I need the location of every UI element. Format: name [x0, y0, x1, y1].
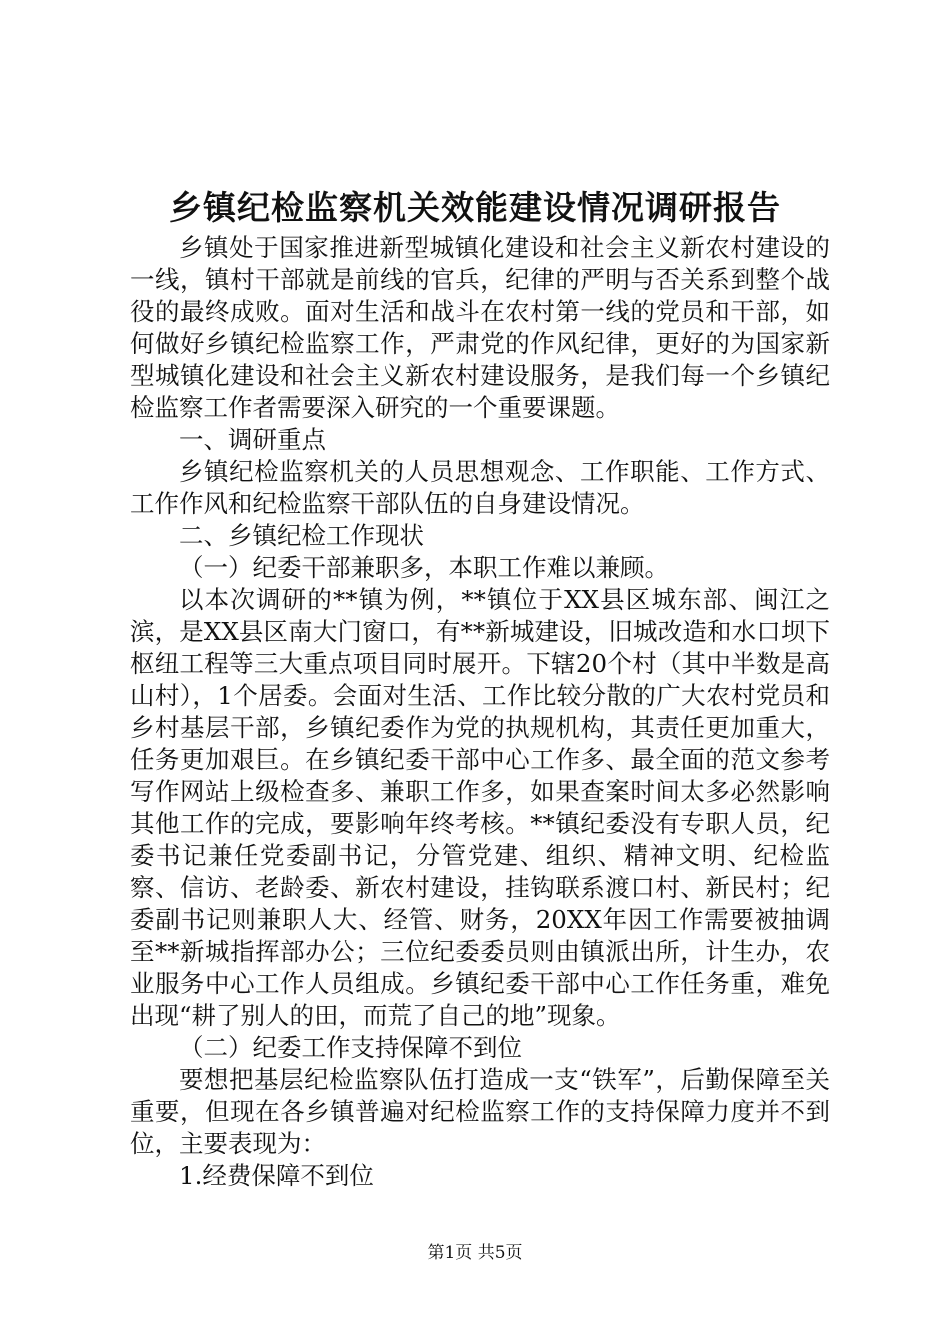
support-paragraph: 要想把基层纪检监察队伍打造成一支“铁军”，后勤保障至关重要，但现在各乡镇普遍对纪检监察工作的支持保障力度并不到位，主要表现为：	[130, 1065, 830, 1158]
document-body	[130, 232, 830, 1192]
section-heading-research-focus: 一、调研重点	[179, 425, 326, 454]
section-heading-current-status: 二、乡镇纪检工作现状	[179, 521, 424, 550]
research-focus-paragraph: 乡镇纪检监察机关的人员思想观念、工作职能、工作方式、工作作风和纪检监察干部队伍的自身建设情况。	[130, 457, 830, 518]
subsection-heading-support: （二）纪委工作支持保障不到位	[179, 1033, 522, 1062]
item-heading-funding: 1.经费保障不到位	[179, 1161, 374, 1190]
page-footer: 第1页 共5页	[427, 1243, 523, 1263]
subsection-heading-part-time: （一）纪委干部兼职多，本职工作难以兼顾。	[179, 553, 669, 582]
document-title: 乡镇纪检监察机关效能建设情况调研报告	[169, 188, 781, 227]
intro-paragraph: 乡镇处于国家推进新型城镇化建设和社会主义新农村建设的一线，镇村干部就是前线的官兵，纪律的严明与否关系到整个战役的最终成败。面对生活和战斗在农村第一线的党员和干部，如何做好乡镇纪检监察工作，严肃党的作风纪律，更好的为国家新型城镇化建设和社会主义新农村建设服务，是我们每一个乡镇纪检监察工作者需要深入研究的一个重要课题。	[130, 233, 830, 422]
part-time-paragraph: 以本次调研的**镇为例，**镇位于XX县区城东部、闽江之滨，是XX县区南大门窗口，有**新城建设，旧城改造和水口坝下枢纽工程等三大重点项目同时展开。下辖20个村（其中半数是高山村），1个居委。会面对生活、工作比较分散的广大农村党员和乡村基层干部，乡镇纪委作为党的执规机构，其责任更加重大，任务更加艰巨。在乡镇纪委干部中心工作多、最全面的范文参考写作网站上级检查多、兼职工作多，如果查案时间太多必然影响其他工作的完成，要影响年终考核。**镇纪委没有专职人员，纪委书记兼任党委副书记，分管党建、组织、精神文明、纪检监察、信访、老龄委、新农村建设，挂钩联系渡口村、新民村；纪委副书记则兼职人大、经管、财务，20XX年因工作需要被抽调至**新城指挥部办公；三位纪委委员则由镇派出所，计生办，农业服务中心工作人员组成。乡镇纪委干部中心工作任务重，难免出现“耕了别人的田，而荒了自己的地”现象。	[130, 585, 830, 1030]
